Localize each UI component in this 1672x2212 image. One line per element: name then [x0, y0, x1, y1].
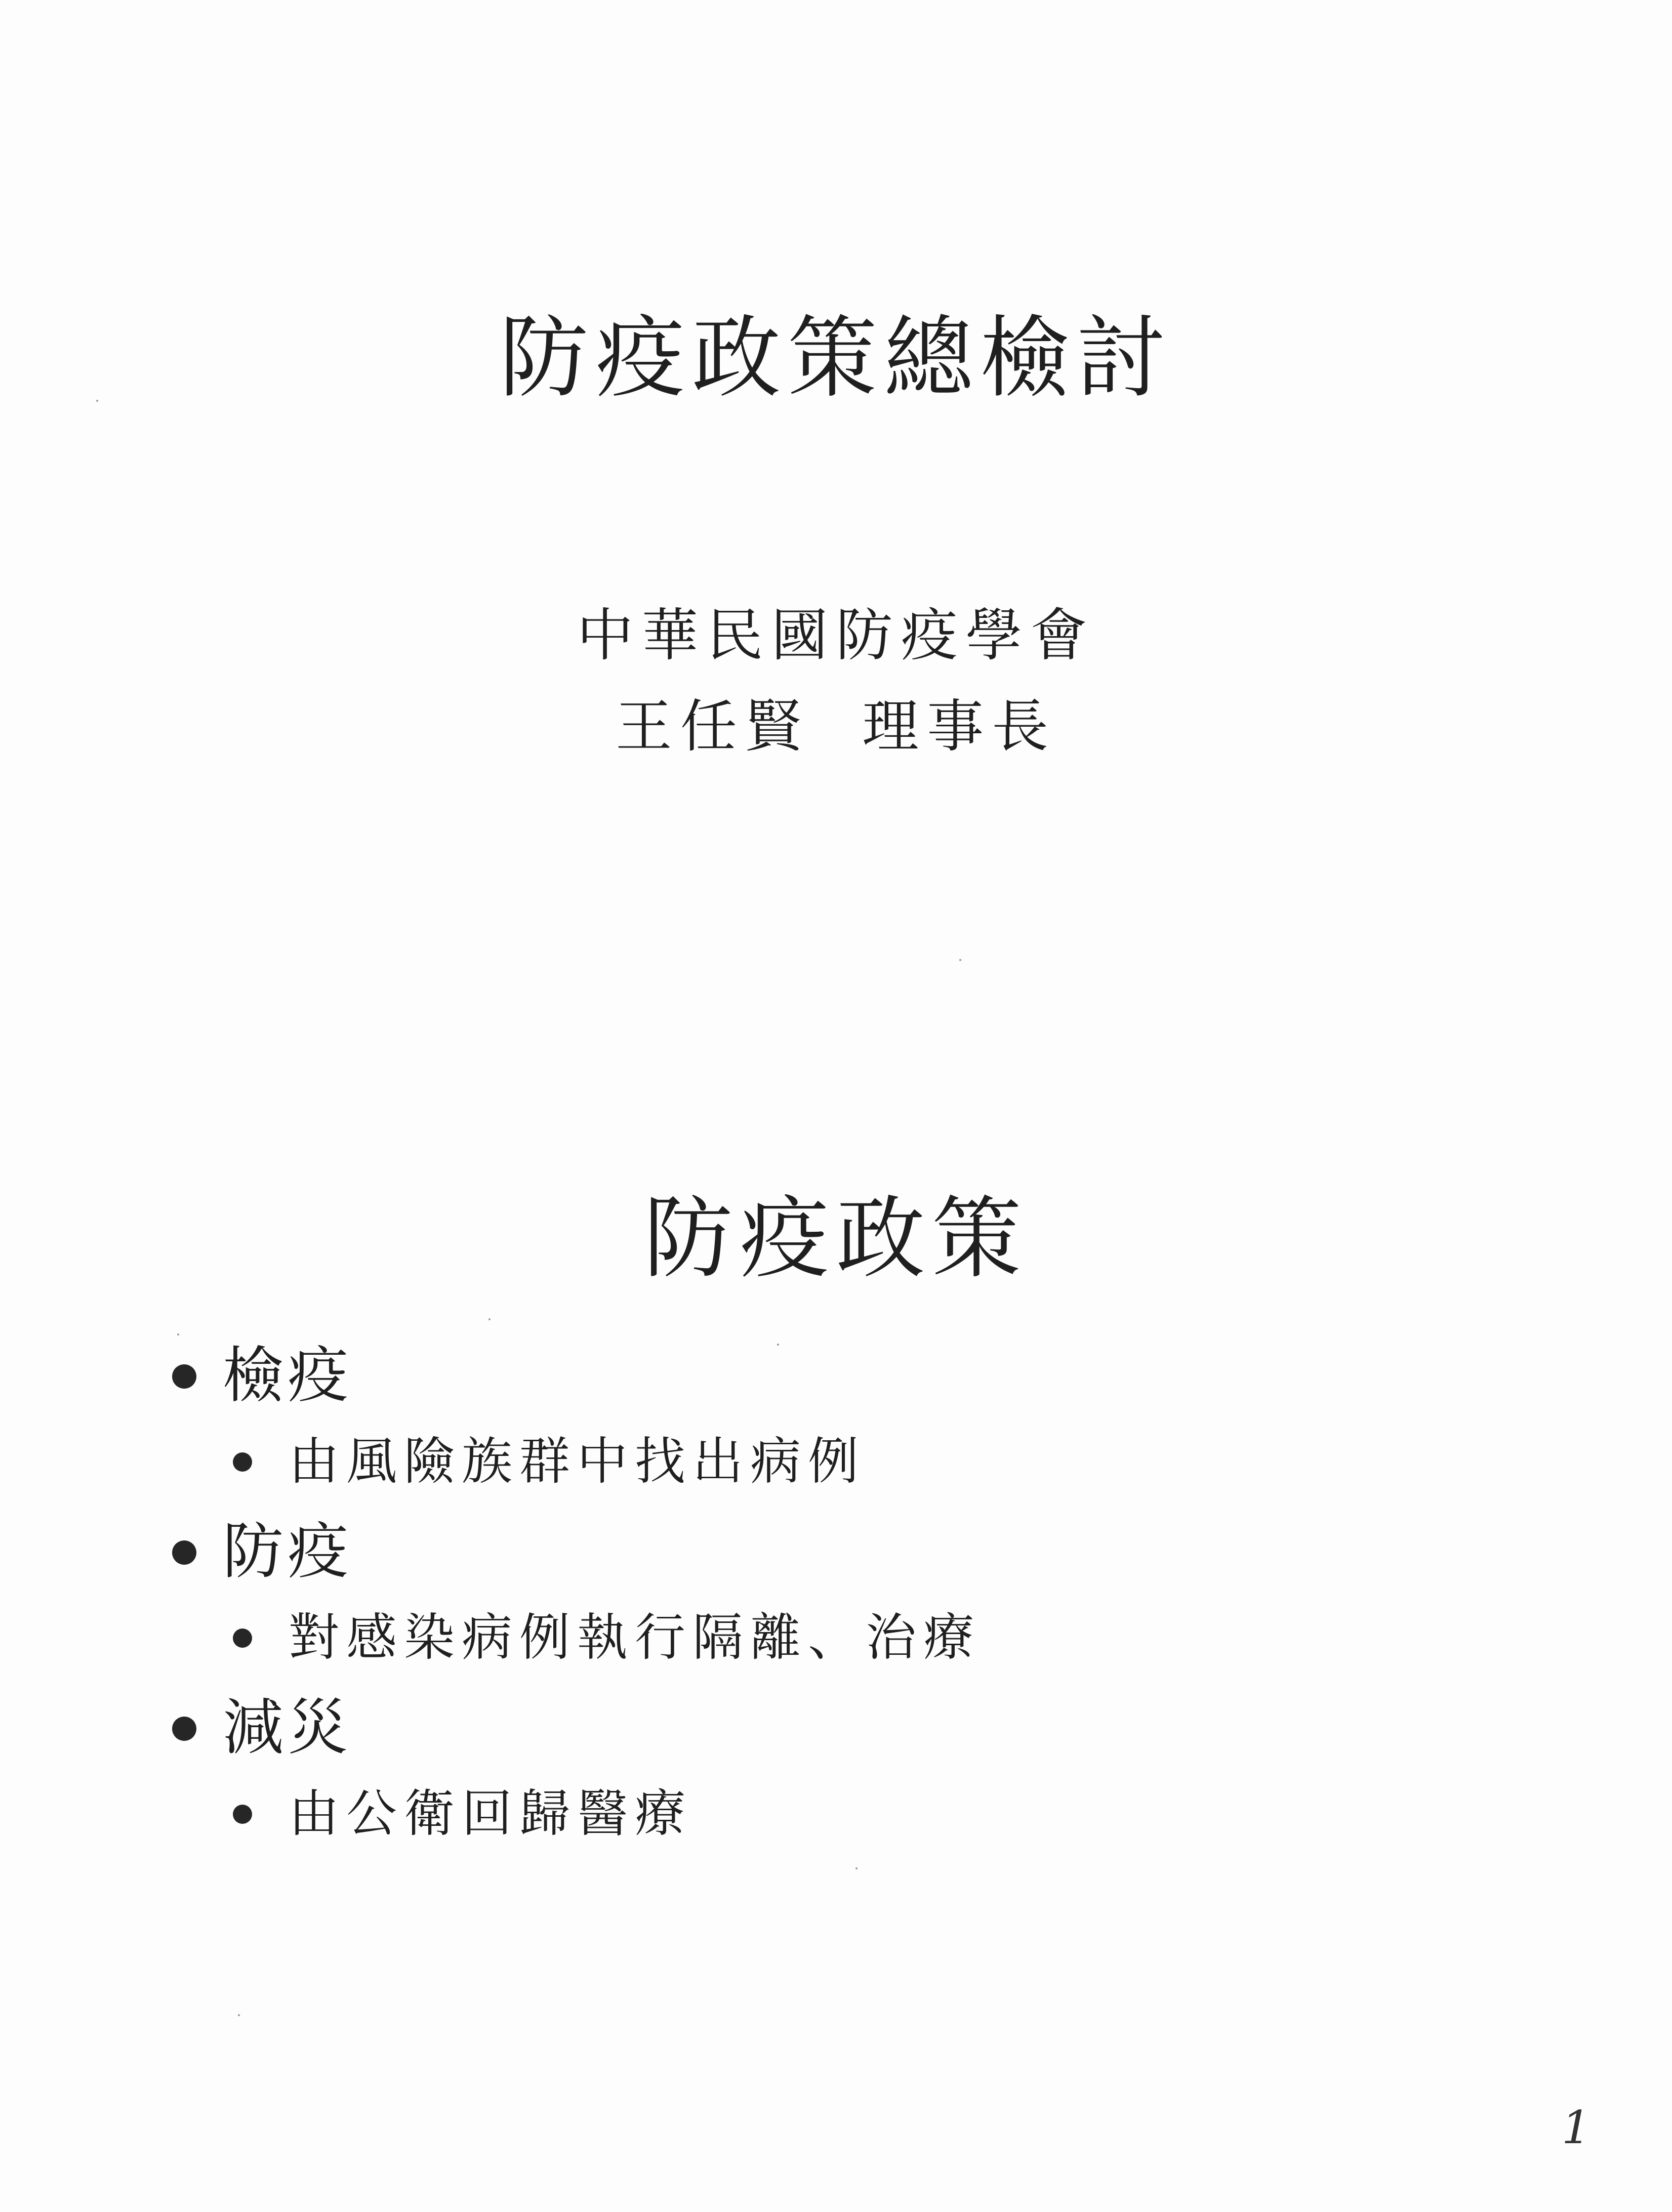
scan-speck	[959, 959, 961, 961]
sub-bullet-label: 對感染病例執行隔離、治療	[289, 1608, 981, 1667]
scan-speck	[488, 1318, 491, 1320]
organization-name: 中華民國防疫學會	[577, 603, 1095, 669]
presenter-name: 王任賢 理事長	[615, 694, 1057, 760]
sub-bullet-item	[172, 1607, 1488, 1693]
slide-title	[0, 283, 1672, 840]
bullet-item-quarantine	[172, 1341, 1488, 1431]
slide-policy	[0, 1154, 1672, 1862]
scan-speck	[177, 1333, 179, 1335]
bullet-icon	[172, 1540, 196, 1565]
section-title: 防疫政策	[643, 1187, 1029, 1290]
sub-bullet-label: 由風險族群中找出病例	[289, 1432, 866, 1491]
sub-bullet-icon	[233, 1452, 252, 1472]
document-title: 防疫政策總檢討	[499, 306, 1173, 410]
scan-speck	[238, 2014, 240, 2016]
bullet-label: 檢疫	[223, 1341, 352, 1411]
bullet-label: 減災	[223, 1693, 352, 1763]
bullet-item-disaster-mitigation	[172, 1693, 1488, 1783]
sub-bullet-item	[172, 1783, 1488, 1869]
scan-speck	[777, 1344, 779, 1346]
page-number: 1	[1562, 2101, 1591, 2154]
scan-speck	[855, 1867, 858, 1869]
sub-bullet-label: 由公衛回歸醫療	[289, 1784, 692, 1843]
sub-bullet-icon	[233, 1629, 252, 1648]
bullet-list	[172, 1341, 1488, 1869]
bullet-icon	[172, 1717, 196, 1741]
sub-bullet-icon	[233, 1805, 252, 1824]
bullet-label: 防疫	[223, 1517, 352, 1587]
bullet-item-epidemic-prevention	[172, 1517, 1488, 1607]
scan-speck	[96, 400, 98, 402]
bullet-icon	[172, 1364, 196, 1389]
sub-bullet-item	[172, 1431, 1488, 1517]
